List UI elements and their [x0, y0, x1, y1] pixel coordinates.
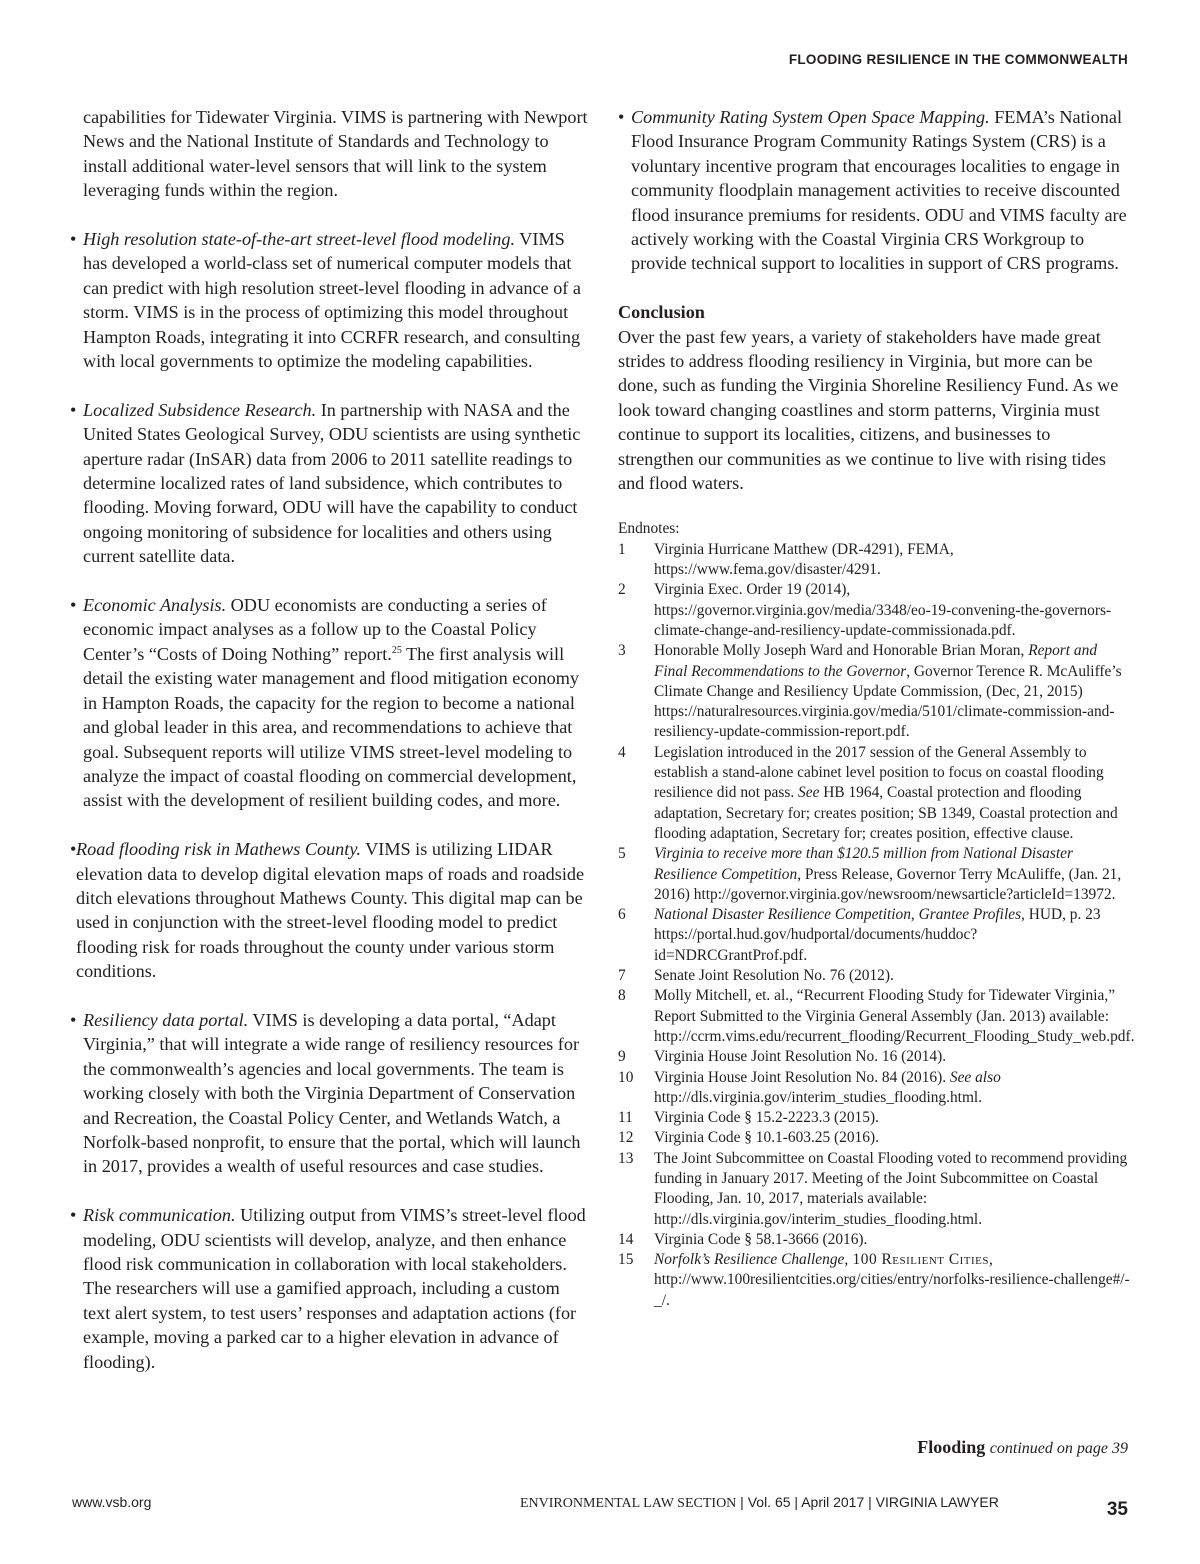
footnote-reference: 25: [391, 644, 402, 656]
endnote-text: [654, 580, 1130, 641]
page-number: 35: [1106, 1499, 1128, 1520]
endnote-italic-title: Report and Final Recommendations to the Governor: [654, 642, 1098, 680]
footer-website: www.vsb.org: [72, 1494, 152, 1510]
endnote-number: 7: [618, 967, 626, 985]
endnote-number: 12: [618, 1129, 634, 1147]
bullet-risk-communication: [70, 1203, 590, 1374]
bullet-mark: •: [70, 595, 77, 616]
bullet-lead: Risk communication.: [83, 1205, 236, 1226]
footer-section: ENVIRONMENTAL LAW SECTION: [520, 1496, 737, 1511]
footer-separator: |: [736, 1494, 748, 1510]
endnote-text-part: Virginia Exec. Order 19 (2014), https://governor.virginia.gov/media/3348/eo-19-convening-the-governors-climate-change-and-resiliency-update-commissionada.pdf.: [654, 581, 1112, 639]
right-column: [618, 105, 1135, 1311]
bullet-lead: Economic Analysis.: [83, 595, 227, 616]
endnote-number: 4: [618, 743, 626, 761]
endnote-item: [618, 1128, 1130, 1148]
endnote-text: [654, 986, 1134, 1047]
endnote-item: [618, 641, 1130, 742]
endnote-text: [654, 1230, 1130, 1250]
endnote-item: [618, 540, 1130, 581]
endnote-number: 14: [618, 1230, 634, 1248]
bullet-text: Utilizing output from VIMS’s street-level flood modeling, ODU scientists will develop, analyze, and then enhance flood risk communication in collaboration with local stakeholders. The researchers will use a gamified approach, including a custom text alert system, to test users’ responses and adaptation actions (for example, moving a parked car to a higher elevation in advance of flooding).: [83, 1205, 586, 1372]
endnote-item: [618, 1149, 1130, 1230]
bullet-economic-analysis: [70, 593, 590, 813]
endnote-text-part: Virginia House Joint Resolution No. 16 (2014).: [654, 1048, 947, 1066]
left-column: [70, 105, 590, 1398]
bullet-mark: •: [70, 1009, 77, 1030]
bullet-road-flooding-risk: [70, 837, 590, 983]
endnote-text-part: HUD, p. 23 https://portal.hud.gov/hudportal/documents/huddoc?id=NDRCGrantProf.pdf.: [654, 906, 1101, 964]
endnote-number: 1: [618, 540, 626, 558]
bullet-mark: •: [70, 229, 77, 250]
bullet-mark: •: [70, 399, 77, 420]
endnote-number: 8: [618, 987, 626, 1005]
endnote-text: [654, 966, 1130, 986]
endnote-text: [654, 905, 1130, 966]
endnote-text-part: , Governor Terence R. McAuliffe’s Climate Change and Resiliency Update Commission, (Dec, 21, 2015) https://naturalresources.virginia.gov/media/5101/climate-commission-and-resiliency-update-commission-report.pdf.: [654, 662, 1122, 741]
footer-date: April 2017: [801, 1494, 865, 1510]
endnote-small-caps: 100 Resilient Cities: [848, 1251, 990, 1269]
endnote-item: [618, 986, 1135, 1047]
endnote-text-part: Molly Mitchell, et. al., “Recurrent Flooding Study for Tidewater Virginia,” Report Submitted to the Virginia General Assembly (Jan. 2013) available: http://ccrm.vims.edu/recurrent_flooding/Recurrent_Flooding_Study_web.pdf.: [654, 987, 1135, 1045]
endnote-number: 3: [618, 642, 626, 660]
endnotes-list: [618, 540, 1135, 1311]
continuation-paragraph: capabilities for Tidewater Virginia. VIMS is partnering with Newport News and the National Institute of Standards and Technology to install additional water-level sensors that will link to the system leveraging funds within the region.: [83, 107, 588, 201]
endnote-text: [654, 1250, 1130, 1311]
continued-notice: [917, 1437, 1128, 1458]
endnote-number: 9: [618, 1048, 626, 1066]
endnote-text-part: , http://www.100resilientcities.org/cities/entry/norfolks-resilience-challenge#/-_/.: [654, 1251, 1130, 1309]
endnote-text-part: http://dls.virginia.gov/interim_studies_flooding.html.: [654, 1088, 983, 1106]
bullet-lead: Community Rating System Open Space Mapping.: [631, 107, 990, 127]
endnote-text-part: The Joint Subcommittee on Coastal Flooding voted to recommend providing funding in January 2017. Meeting of the Joint Subcommittee on Coastal Flooding, Jan. 10, 2017, materials available: http://dls.virginia.gov/interim_studies_flooding.html.: [654, 1149, 1128, 1228]
bullet-street-level-modeling: [70, 227, 590, 373]
endnote-text: [654, 1047, 1130, 1067]
endnote-number: 13: [618, 1149, 634, 1167]
endnote-text-part: Virginia Code § 10.1-603.25 (2016).: [654, 1129, 879, 1147]
bullet-lead: Resiliency data portal.: [83, 1009, 249, 1030]
footer-publication-line: [520, 1494, 999, 1512]
endnote-italic-title: See also: [949, 1068, 1001, 1086]
endnote-number: 10: [618, 1068, 634, 1086]
conclusion-paragraph: Over the past few years, a variety of stakeholders have made great strides to address flooding resiliency in Virginia, but more can be done, such as funding the Virginia Shoreline Resiliency Fund. As we look toward changing coastlines and storm patterns, Virginia must continue to support its localities, citizens, and businesses to strengthen our communities as we continue to live with rising tides and flood waters.: [618, 326, 1119, 494]
bullet-text: VIMS has developed a world-class set of numerical computer models that can predict with high resolution street-level flooding in advance of a storm. VIMS is in the process of optimizing this model throughout Hampton Roads, integrating it into CCRFR research, and consulting with local governments to optimize the modeling capabilities.: [83, 229, 581, 372]
endnote-text-part: Virginia House Joint Resolution No. 84 (2016).: [654, 1068, 950, 1086]
endnote-number: 6: [618, 906, 626, 924]
endnote-item: [618, 1230, 1130, 1250]
endnote-text: [654, 1128, 1130, 1148]
endnote-text: [654, 1108, 1130, 1128]
endnote-number: 2: [618, 581, 626, 599]
bullet-text: ODU economists are conducting a series of economic impact analyses as a follow up to the Coastal Policy Center’s “Costs of Doing Nothing” report.: [83, 595, 547, 664]
bullet-text: In partnership with NASA and the United States Geological Survey, ODU scientists are using synthetic aperture radar (InSAR) data from 2006 to 2011 satellite readings to determine localized rates of land subsidence, which contributes to flooding. Moving forward, ODU will have the capability to conduct ongoing monitoring of subsidence for localities and others using current satellite data.: [83, 399, 581, 567]
endnote-italic-title: Virginia to receive more than $120.5 million from National Disaster Resilience Competition: [654, 845, 1073, 883]
footer-volume: Vol. 65: [747, 1494, 791, 1510]
endnote-item: [618, 905, 1130, 966]
bullet-text: VIMS is developing a data portal, “Adapt Virginia,” that will integrate a wide range of resiliency resources for the commonwealth’s agencies and local governments. The team is working closely with both the Virginia Department of Conservation and Recreation, the Coastal Policy Center, and Wetlands Watch, a Norfolk-based nonprofit, to ensure that the portal, which will launch in 2017, provides a wealth of useful resources and case studies.: [83, 1009, 581, 1177]
endnote-number: 15: [618, 1251, 634, 1269]
endnote-text-part: Virginia Code § 15.2-2223.3 (2015).: [654, 1109, 879, 1127]
running-head: FLOODING RESILIENCE IN THE COMMONWEALTH: [788, 52, 1128, 67]
endnote-text: [654, 844, 1130, 905]
endnote-item: [618, 966, 1130, 986]
bullet-lead: Road flooding risk in Mathews County.: [76, 839, 361, 860]
endnote-text-part: Legislation introduced in the 2017 session of the General Assembly to establish a stand-alone cabinet level position to focus on coastal flooding resilience did not pass.: [654, 743, 1104, 802]
endnote-text: [654, 743, 1130, 844]
continued-page-text: continued on page 39: [989, 1440, 1128, 1457]
footer-separator: |: [790, 1494, 802, 1510]
endnote-text: [654, 540, 1130, 581]
endnote-text-part: Virginia Code § 58.1-3666 (2016).: [654, 1230, 868, 1248]
bullet-crs-open-space-mapping: [618, 105, 1130, 276]
endnote-number: 5: [618, 845, 626, 863]
endnote-item: [618, 1250, 1130, 1311]
endnote-item: [618, 1108, 1130, 1128]
endnote-item: [618, 743, 1130, 844]
bullet-mark: •: [70, 1205, 77, 1226]
endnote-text-part: Virginia Hurricane Matthew (DR-4291), FEMA, https://www.fema.gov/disaster/4291.: [654, 540, 954, 579]
endnote-item: [618, 1047, 1130, 1067]
endnote-item: [618, 844, 1130, 905]
endnote-text: [654, 641, 1130, 742]
bullet-subsidence-research: [70, 398, 590, 569]
endnote-item: [618, 1068, 1130, 1109]
footer-publication: VIRGINIA LAWYER: [875, 1494, 999, 1510]
endnote-text-part: HB 1964, Coastal protection and flooding adaptation, Secretary for; creates position; SB 1349, Coastal protection and flooding adaptation, Secretary for; creates position, effective clause.: [654, 784, 1118, 842]
endnote-text-part: Honorable Molly Joseph Ward and Honorable Brian Moran,: [654, 642, 1029, 660]
endnote-text: [654, 1149, 1130, 1230]
bullet-text: FEMA’s National Flood Insurance Program Community Ratings System (CRS) is a voluntary incentive program that encourages localities to engage in community floodplain management activities to receive discounted flood insurance premiums for residents. ODU and VIMS faculty are actively working with the Coastal Virginia CRS Workgroup to provide technical support to localities in support of CRS programs.: [631, 107, 1127, 274]
endnote-italic-title: National Disaster Resilience Competition, Grantee Profiles,: [654, 906, 1025, 924]
bullet-mark: •: [70, 839, 77, 860]
bullet-mark: •: [618, 107, 625, 127]
bullet-lead: High resolution state-of-the-art street-level flood modeling.: [83, 229, 516, 250]
bullet-resiliency-data-portal: [70, 1008, 590, 1179]
continued-article-name: Flooding: [917, 1437, 986, 1457]
endnote-item: [618, 580, 1130, 641]
footer-separator: |: [864, 1494, 876, 1510]
endnote-italic-title: Norfolk’s Resilience Challenge,: [654, 1251, 849, 1269]
endnote-number: 11: [618, 1109, 633, 1127]
bullet-text: VIMS is utilizing LIDAR elevation data to develop digital elevation maps of roads and roadside ditch elevations throughout Mathews County. This digital map can be used in conjunction with the street-level flooding model to predict flooding risk for roads throughout the county under various storm conditions.: [76, 839, 585, 982]
endnote-italic-title: See: [798, 784, 820, 802]
bullet-text-continued: The first analysis will detail the existing water management and flood mitigation economy in Hampton Roads, the capacity for the region to become a national and global leader in this area, and recommendations to achieve that goal. Subsequent reports will utilize VIMS street-level modeling to analyze the impact of coastal flooding on commercial development, assist with the development of resilient building codes, and more.: [83, 643, 579, 811]
endnote-text-part: Senate Joint Resolution No. 76 (2012).: [654, 967, 894, 985]
endnote-text: [654, 1068, 1130, 1109]
conclusion-heading: Conclusion: [618, 302, 705, 323]
endnotes-heading: Endnotes:: [618, 520, 680, 538]
endnote-text-part: , Press Release, Governor Terry McAuliffe, (Jan. 21, 2016) http://governor.virginia.gov/newsroom/newsarticle?articleId=13972.: [654, 865, 1122, 903]
bullet-lead: Localized Subsidence Research.: [83, 399, 317, 420]
